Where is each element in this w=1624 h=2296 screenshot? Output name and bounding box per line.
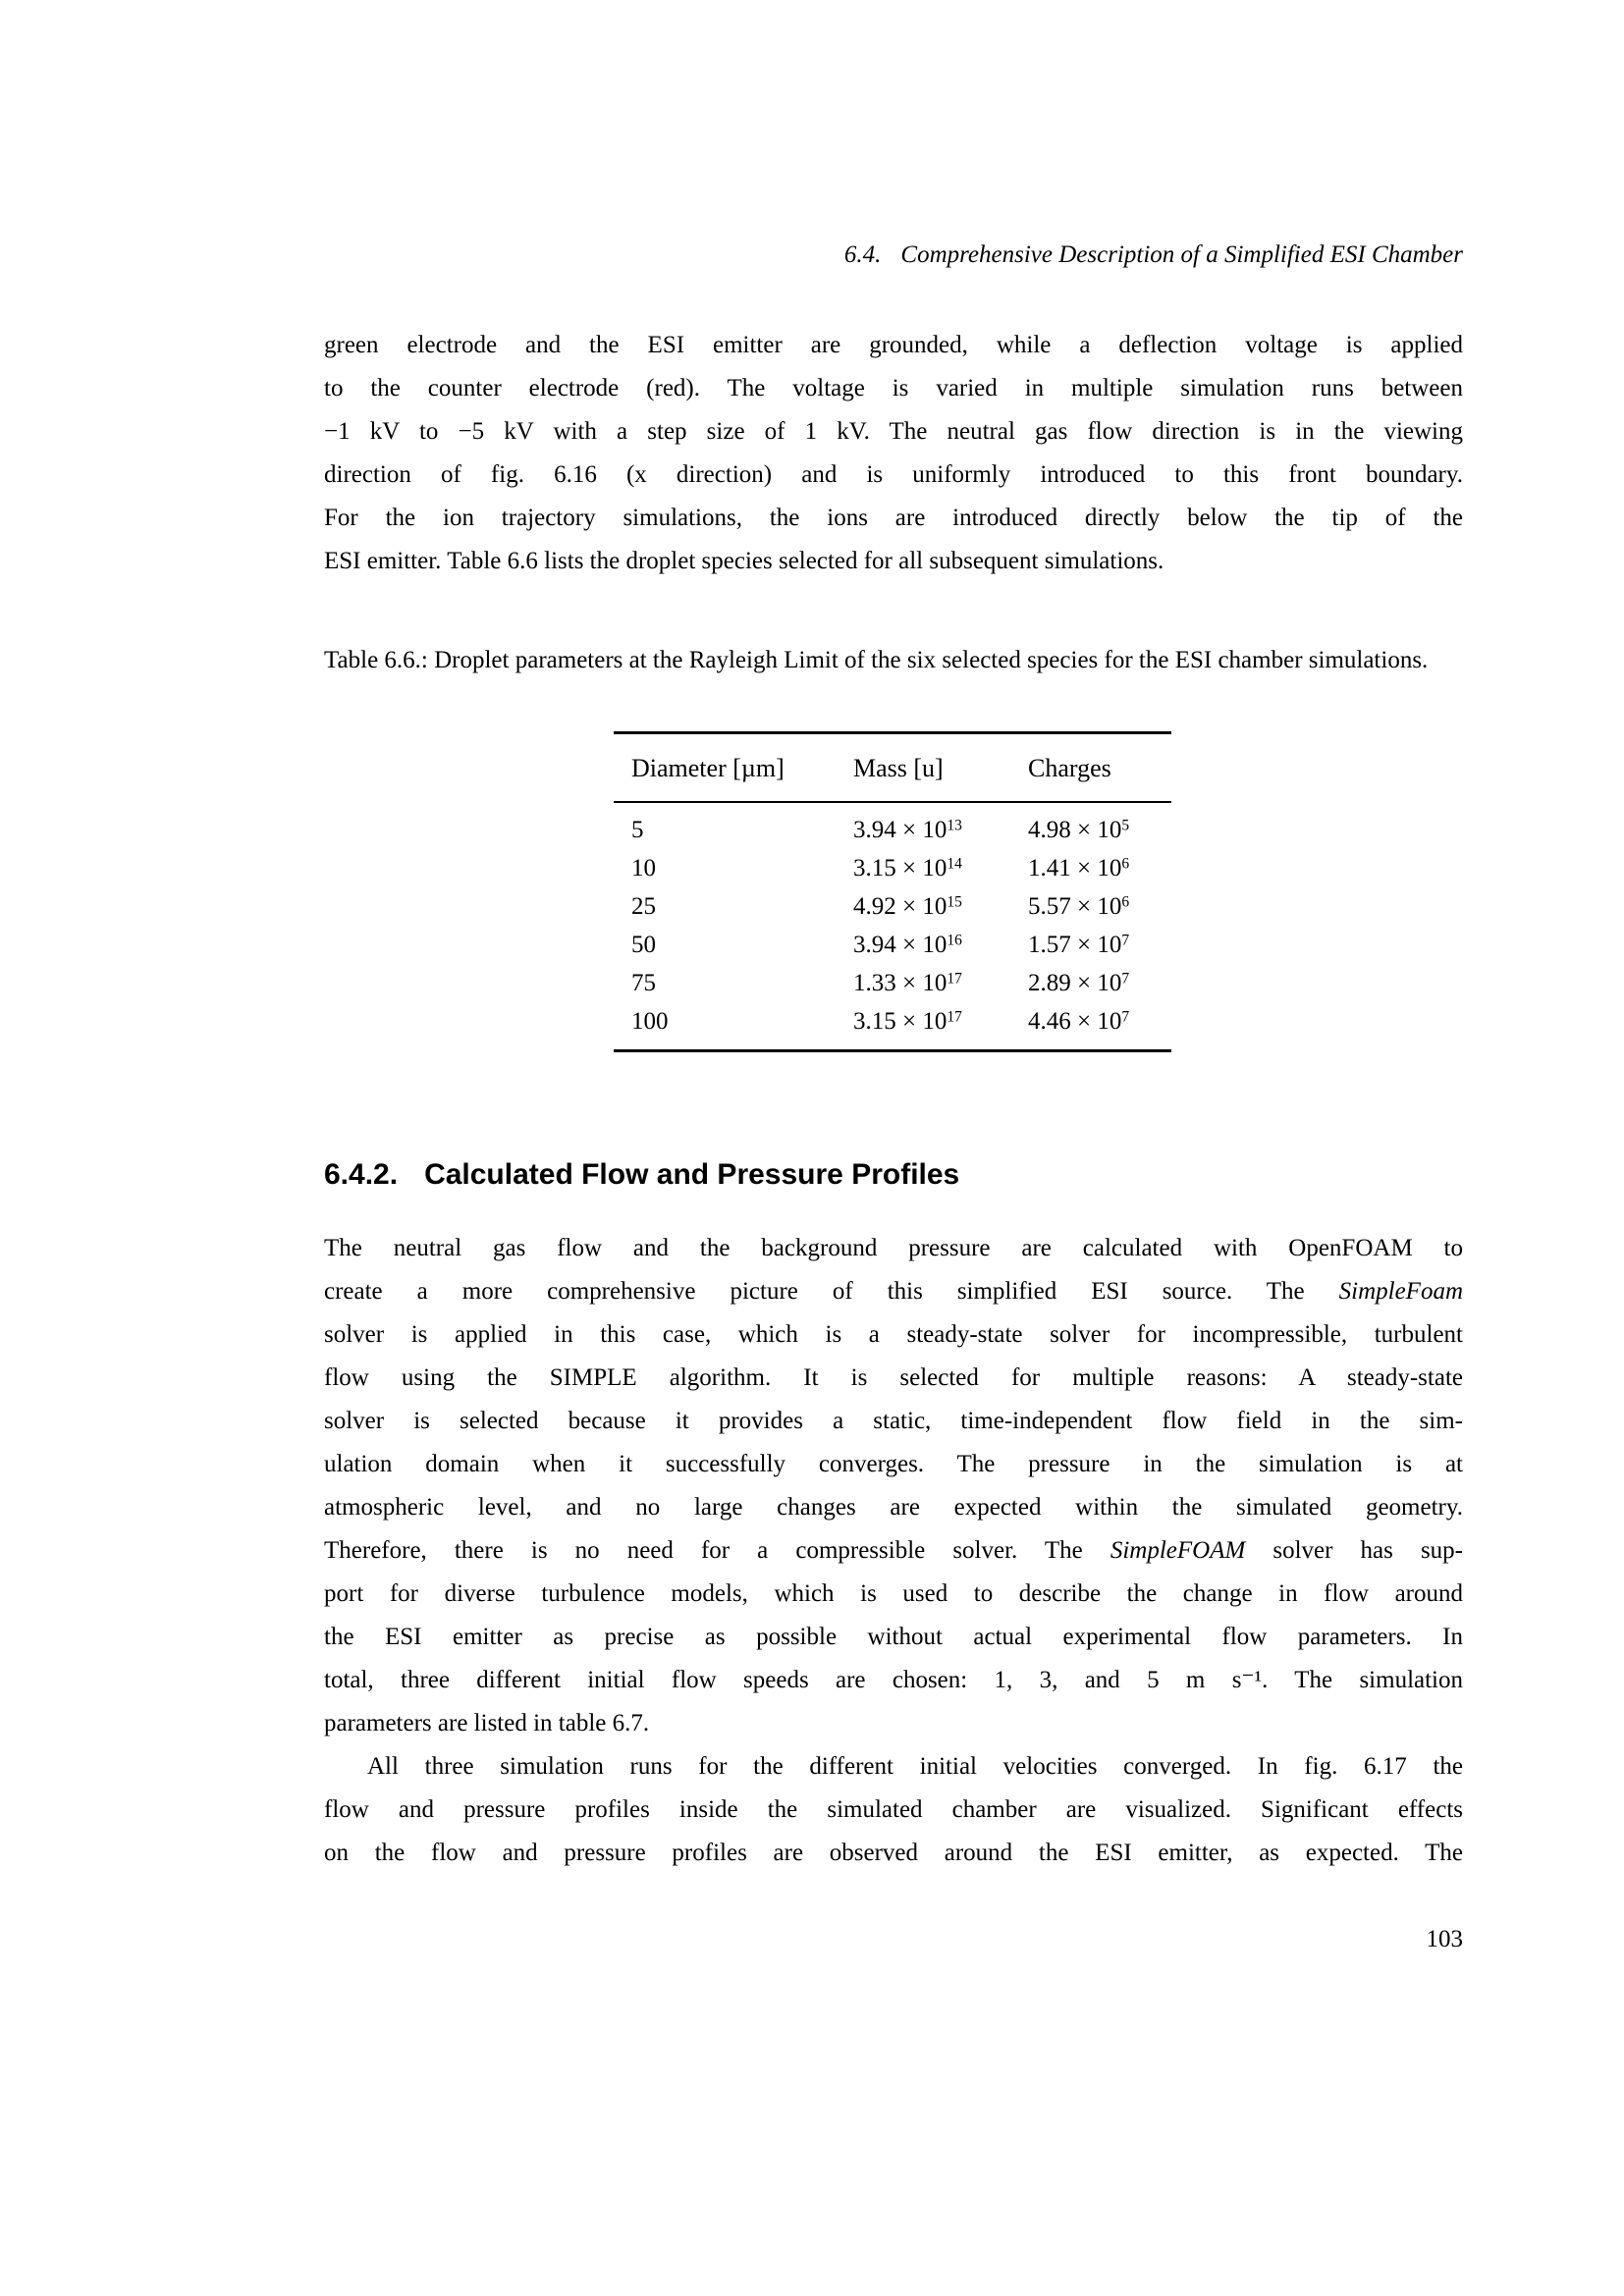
column-header-diameter: Diameter [µm] xyxy=(614,733,853,803)
table-cell-charges xyxy=(1028,1003,1171,1051)
table-cell-mass xyxy=(853,802,1028,850)
running-header-section-title: Comprehensive Description of a Simplified ESI Chamber xyxy=(900,241,1463,268)
mass-value: 3.94 × 10 xyxy=(853,817,947,843)
charges-value: 1.41 × 10 xyxy=(1028,855,1122,881)
table-cell-charges xyxy=(1028,965,1171,1003)
charges-exponent: 6 xyxy=(1121,893,1130,911)
table-cell-charges xyxy=(1028,888,1171,927)
table-cell-diameter: 75 xyxy=(631,970,656,996)
mass-exponent: 17 xyxy=(947,970,962,988)
text-line: the ESI emitter as precise as possible without actual experimental flow parameters. In xyxy=(324,1624,1463,1650)
table-cell-diameter: 5 xyxy=(631,817,644,843)
text-line: The neutral gas flow and the background pressure are calculated with OpenFOAM to xyxy=(324,1235,1463,1261)
text-line: port for diverse turbulence models, which is used to describe the change in flow around xyxy=(324,1580,1463,1607)
charges-value: 1.57 × 10 xyxy=(1028,932,1122,958)
section-heading-title: Calculated Flow and Pressure Profiles xyxy=(424,1158,960,1191)
table-cell-mass xyxy=(853,850,1028,888)
running-header xyxy=(324,241,1463,269)
mass-value: 3.15 × 10 xyxy=(853,1008,947,1035)
text-line: ulation domain when it successfully converges. The pressure in the simulation is at xyxy=(324,1451,1463,1477)
charges-value: 4.98 × 10 xyxy=(1028,817,1122,843)
mass-value: 3.15 × 10 xyxy=(853,855,947,881)
mass-exponent: 15 xyxy=(947,893,962,911)
charges-value: 2.89 × 10 xyxy=(1028,970,1122,996)
table-cell-diameter: 10 xyxy=(631,855,656,881)
table-row xyxy=(614,965,1171,1003)
table-row xyxy=(614,1003,1171,1051)
running-header-section-number: 6.4. xyxy=(843,241,882,268)
table-cell-mass xyxy=(853,888,1028,927)
table-row xyxy=(614,802,1171,850)
mass-exponent: 16 xyxy=(947,932,962,949)
table-cell-charges xyxy=(1028,802,1171,850)
table-cell-charges xyxy=(1028,850,1171,888)
table-cell-mass xyxy=(853,1003,1028,1051)
paragraph-2 xyxy=(324,1227,1463,1745)
table-row xyxy=(614,850,1171,888)
mass-value: 1.33 × 10 xyxy=(853,970,947,996)
mass-value: 4.92 × 10 xyxy=(853,893,947,920)
text-line: −1 kV to −5 kV with a step size of 1 kV. The neutral gas flow direction is in the viewing xyxy=(324,418,1463,445)
charges-value: 4.46 × 10 xyxy=(1028,1008,1122,1035)
column-header-mass: Mass [u] xyxy=(853,733,1028,803)
mass-exponent: 14 xyxy=(947,855,962,873)
text-line: solver is applied in this case, which is a steady-state solver for incompressible, turbulent xyxy=(324,1321,1463,1348)
column-header-charges: Charges xyxy=(1028,733,1171,803)
table-cell-diameter: 25 xyxy=(631,893,656,920)
text-line: For the ion trajectory simulations, the ions are introduced directly below the tip of the xyxy=(324,505,1463,531)
text-line: Therefore, there is no need for a compressible solver. The SimpleFOAM solver has sup- xyxy=(324,1537,1463,1564)
mass-exponent: 17 xyxy=(947,1008,962,1026)
text-line: on the flow and pressure profiles are observed around the ESI emitter, as expected. The xyxy=(324,1840,1463,1866)
section-heading-number: 6.4.2. xyxy=(324,1158,399,1191)
paragraph-3 xyxy=(324,1745,1463,1875)
charges-exponent: 5 xyxy=(1121,817,1130,834)
section-heading xyxy=(324,1158,1463,1192)
text-line: flow using the SIMPLE algorithm. It is selected for multiple reasons: A steady-state xyxy=(324,1364,1463,1391)
text-line: flow and pressure profiles inside the simulated chamber are visualized. Significant effects xyxy=(324,1796,1463,1823)
text-line: parameters are listed in table 6.7. xyxy=(324,1710,650,1736)
mass-exponent: 13 xyxy=(947,817,962,834)
text-line: to the counter electrode (red). The voltage is varied in multiple simulation runs between xyxy=(324,375,1463,401)
charges-exponent: 7 xyxy=(1121,1008,1130,1026)
text-line: atmospheric level, and no large changes are expected within the simulated geometry. xyxy=(324,1494,1463,1521)
table-cell-charges xyxy=(1028,927,1171,965)
text-line: direction of fig. 6.16 (x direction) and is uniformly introduced to this front boundary. xyxy=(324,461,1463,488)
text-line: ESI emitter. Table 6.6 lists the droplet species selected for all subsequent simulations. xyxy=(324,548,1164,574)
table-cell-diameter: 100 xyxy=(631,1008,669,1035)
text-line: total, three different initial flow speeds are chosen: 1, 3, and 5 m s⁻¹. The simulation xyxy=(324,1667,1463,1693)
droplet-parameters-table xyxy=(614,731,1171,1052)
table-row xyxy=(614,888,1171,927)
text-line: All three simulation runs for the different initial velocities converged. In fig. 6.17 the xyxy=(367,1753,1463,1780)
table-cell-mass xyxy=(853,927,1028,965)
paragraph-1 xyxy=(324,324,1463,583)
charges-value: 5.57 × 10 xyxy=(1028,893,1122,920)
table-caption: Table 6.6.: Droplet parameters at the Rayleigh Limit of the six selected species for the ESI chamber simulations. xyxy=(324,647,1429,673)
table-row xyxy=(614,927,1171,965)
text-line: create a more comprehensive picture of this simplified ESI source. The SimpleFoam xyxy=(324,1278,1463,1305)
mass-value: 3.94 × 10 xyxy=(853,932,947,958)
text-line: solver is selected because it provides a static, time-independent flow field in the sim- xyxy=(324,1408,1463,1434)
page-number: 103 xyxy=(1426,1926,1463,1952)
table-header-row xyxy=(614,733,1171,803)
table-cell-diameter: 50 xyxy=(631,932,656,958)
charges-exponent: 6 xyxy=(1121,855,1130,873)
charges-exponent: 7 xyxy=(1121,932,1130,949)
text-line: green electrode and the ESI emitter are grounded, while a deflection voltage is applied xyxy=(324,332,1463,358)
table-cell-mass xyxy=(853,965,1028,1003)
charges-exponent: 7 xyxy=(1121,970,1130,988)
